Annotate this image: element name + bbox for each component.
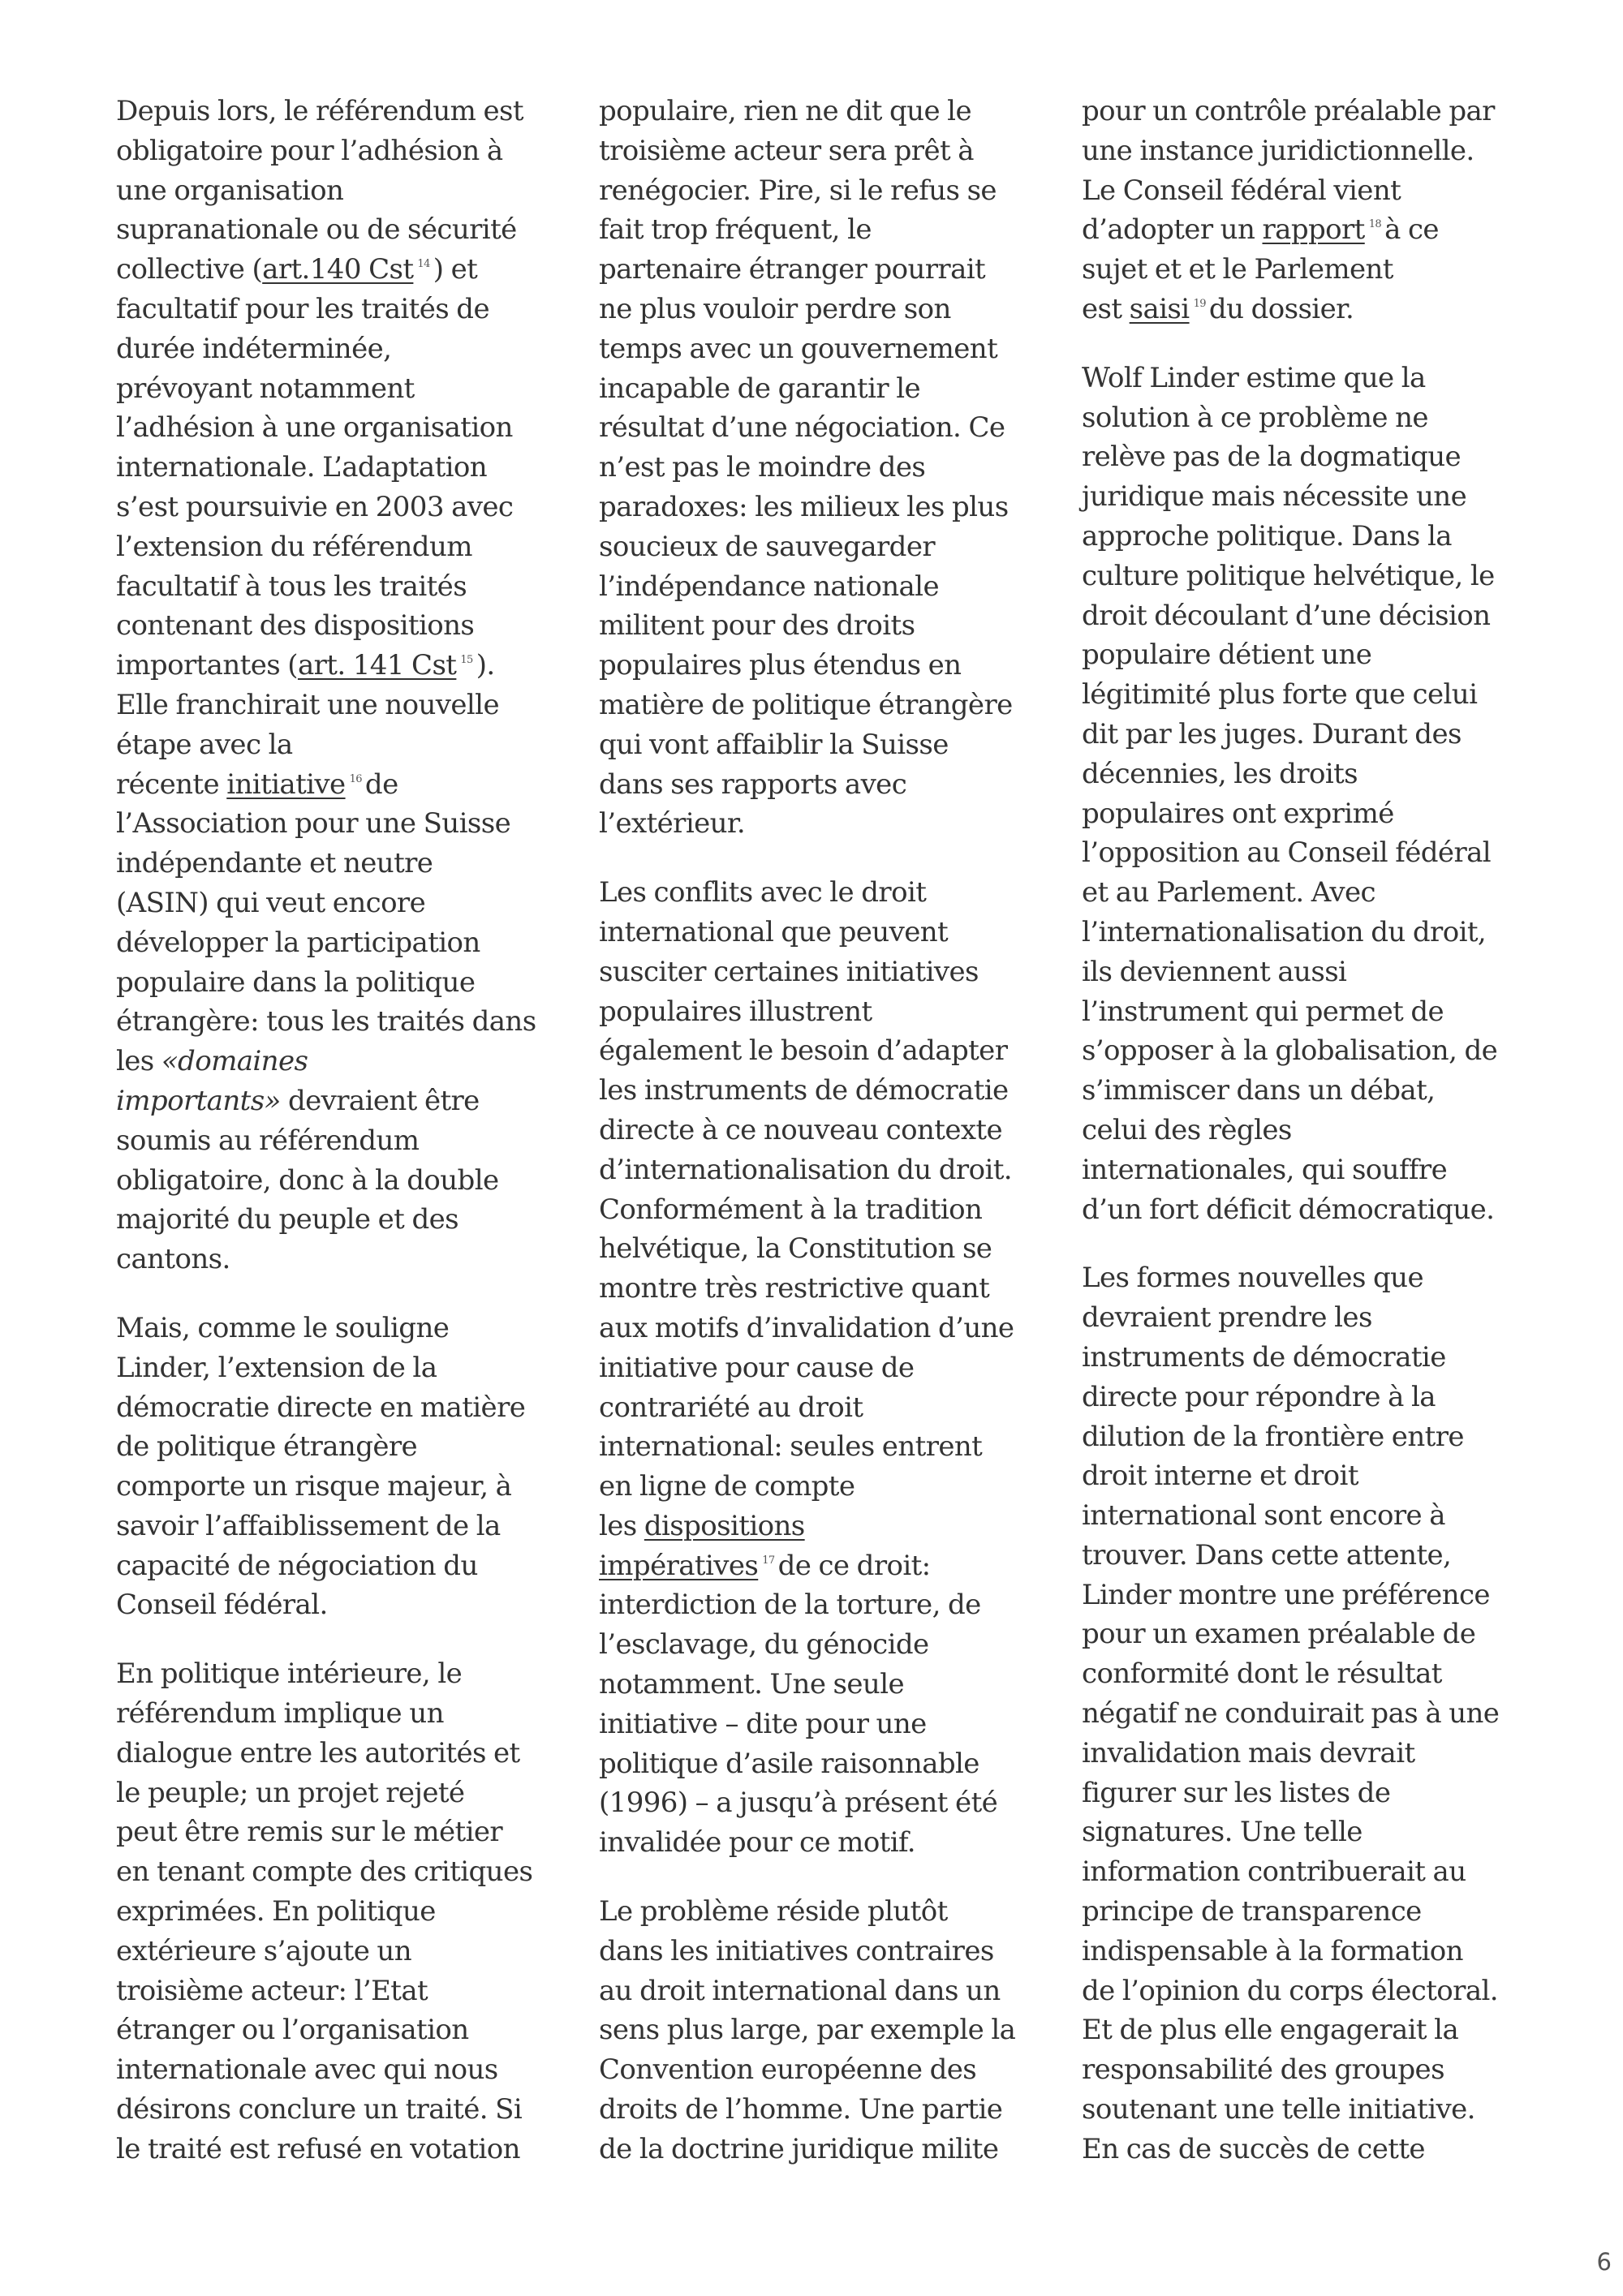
text-line: international que peuvent (599, 915, 949, 948)
text-line: majorité du peuple et des (116, 1203, 458, 1236)
text-line: décennies, les droits (1082, 757, 1358, 790)
text-line: Le problème réside plutôt (599, 1895, 948, 1928)
text-line: internationale avec qui nous (116, 2053, 498, 2087)
text-line: savoir l’affaiblissement de la (116, 1509, 501, 1542)
text-line: facultatif à tous les traités (116, 570, 467, 603)
text-line: le traité est refusé en votation (116, 2132, 520, 2165)
link-art-140-cst[interactable]: art.140 Cst (262, 253, 414, 286)
text-line: qui vont affaiblir la Suisse (599, 728, 949, 761)
text-line: facultatif pour les traités de (116, 292, 489, 325)
text-line: conformité dont le résultat (1082, 1658, 1442, 1691)
italic-text: importants» (116, 1084, 281, 1117)
text-line: populaire dans la politique (116, 965, 476, 999)
footnote-marker[interactable]: 19 (1193, 297, 1206, 310)
footnote-marker[interactable]: 15 (460, 654, 473, 667)
text-fragment: récente (116, 767, 227, 801)
text-line: information contribuerait au (1082, 1855, 1466, 1889)
text-line: relève pas de la dogmatique (1082, 441, 1462, 474)
text-line: troisième acteur: l’Etat (116, 1974, 428, 2007)
text-line: directe à ce nouveau contexte (599, 1113, 1003, 1146)
text-line: aux motifs d’invalidation d’une (599, 1311, 1014, 1344)
link-initiative[interactable]: initiative (226, 767, 346, 801)
text-line: d’internationalisation du droit. (599, 1153, 1013, 1186)
text-line: l’Association pour une Suisse (116, 807, 511, 841)
text-fragment: les (116, 1045, 161, 1078)
text-line: militent pour des droits (599, 609, 915, 643)
text-line: Elle franchirait une nouvelle (116, 688, 499, 721)
text-line: populaires illustrent (599, 995, 872, 1028)
text-line: directe pour répondre à la (1082, 1380, 1436, 1413)
text-line: politique d’asile raisonnable (599, 1747, 979, 1780)
text-line: l’internationalisation du droit, (1082, 915, 1487, 948)
text-line: légitimité plus forte que celui (1082, 678, 1478, 712)
paragraph (1082, 1258, 1536, 2169)
text-line: une instance juridictionnelle. (1082, 134, 1474, 167)
text-line: Linder montre une préférence (1082, 1578, 1490, 1611)
link-art-141-cst[interactable]: art. 141 Cst (297, 649, 457, 682)
text-line: de la doctrine juridique milite (599, 2132, 999, 2165)
page-number: 6 (1596, 2248, 1612, 2276)
text-line: durée indéterminée, (116, 332, 392, 365)
text-line: droit découlant d’une décision (1082, 599, 1491, 632)
text-line (116, 250, 570, 290)
text-line: sujet et et le Parlement (1082, 253, 1393, 286)
text-line: étrangère: tous les traités dans (116, 1005, 536, 1038)
text-line: international sont encore à (1082, 1499, 1445, 1533)
text-line: indispensable à la formation (1082, 1934, 1463, 1967)
text-line: fait trop fréquent, le (599, 213, 872, 247)
text-line: étranger ou l’organisation (116, 2014, 469, 2047)
text-line: approche politique. Dans la (1082, 519, 1452, 553)
text-line: initiative pour cause de (599, 1351, 915, 1384)
text-line: celui des règles (1082, 1113, 1292, 1146)
text-line: initiative – dite pour une (599, 1707, 927, 1740)
text-line: exprimées. En politique (116, 1895, 436, 1928)
text-line: dilution de la frontière entre (1082, 1420, 1464, 1453)
text-line: Conformément à la tradition (599, 1193, 983, 1226)
text-fragment: de (364, 767, 398, 801)
text-line: Les formes nouvelles que (1082, 1262, 1423, 1295)
text-line: et au Parlement. Avec (1082, 876, 1375, 909)
text-line: international: seules entrent (599, 1430, 983, 1464)
text-fragment: les (599, 1509, 644, 1542)
text-line: dans ses rapports avec (599, 767, 907, 801)
text-line: En cas de succès de cette (1082, 2132, 1425, 2165)
text-line: principe de transparence (1082, 1895, 1422, 1928)
text-line: trouver. Dans cette attente, (1082, 1538, 1452, 1572)
text-line: prévoyant notamment (116, 372, 415, 405)
text-line: populaires ont exprimé (1082, 797, 1394, 830)
text-line (116, 646, 570, 686)
text-fragment: à ce (1384, 213, 1439, 247)
text-line: Convention européenne des (599, 2053, 977, 2087)
text-line: paradoxes: les milieux les plus (599, 490, 1009, 523)
text-line: l’indépendance nationale (599, 570, 939, 603)
text-line: d’un fort déficit démocratique. (1082, 1193, 1495, 1226)
text-line: invalidée pour ce motif. (599, 1826, 916, 1860)
text-line: helvétique, la Constitution se (599, 1232, 992, 1266)
text-fragment: d’adopter un (1082, 213, 1263, 247)
text-line: devraient prendre les (1082, 1301, 1372, 1335)
text-line: droits de l’homme. Une partie (599, 2093, 1003, 2126)
text-line: matière de politique étrangère (599, 688, 1013, 721)
text-line: instruments de démocratie (1082, 1340, 1446, 1374)
paragraph (116, 1309, 570, 1625)
text-line (599, 1546, 1053, 1586)
text-line: Depuis lors, le référendum est (116, 95, 523, 127)
text-line: de politique étrangère (116, 1430, 418, 1464)
text-line (116, 1042, 570, 1081)
text-line: susciter certaines initiatives (599, 955, 979, 988)
text-line: Et de plus elle engagerait la (1082, 2014, 1459, 2047)
text-line: en ligne de compte (599, 1470, 855, 1503)
text-line: populaires plus étendus en (599, 649, 962, 682)
text-line: figurer sur les listes de (1082, 1776, 1391, 1809)
link-rapport[interactable]: rapport (1262, 213, 1365, 247)
footnote-marker[interactable]: 17 (762, 1554, 775, 1567)
paragraph (1082, 92, 1536, 329)
text-line: temps avec un gouvernement (599, 332, 998, 365)
text-line: dialogue entre les autorités et (116, 1736, 520, 1769)
text-line: désirons conclure un traité. Si (116, 2093, 523, 2126)
text-line: ne plus vouloir perdre son (599, 292, 951, 325)
text-line: résultat d’une négociation. Ce (599, 411, 1005, 445)
text-line: soumis au référendum (116, 1124, 420, 1157)
text-line: soucieux de sauvegarder (599, 530, 935, 563)
text-fragment: ). (476, 649, 495, 682)
text-line: l’extérieur. (599, 807, 746, 841)
text-line: une organisation (116, 174, 344, 207)
text-line: s’opposer à la globalisation, de (1082, 1034, 1498, 1068)
text-line: cantons. (116, 1243, 230, 1276)
text-line: s’immiscer dans un débat, (1082, 1074, 1436, 1107)
text-line: Conseil fédéral. (116, 1589, 328, 1622)
text-line: pour un contrôle préalable par (1082, 95, 1495, 127)
text-line: l’instrument qui permet de (1082, 995, 1444, 1028)
text-column-1 (116, 92, 570, 2199)
text-line: Linder, l’extension de la (116, 1351, 437, 1384)
text-line: capacité de négociation du (116, 1549, 478, 1582)
text-line: l’adhésion à une organisation (116, 411, 513, 445)
text-fragment: devraient être (280, 1084, 480, 1117)
text-column-2 (599, 92, 1053, 2199)
text-line: populaire détient une (1082, 638, 1372, 672)
text-line: solution à ce problème ne (1082, 401, 1428, 434)
text-line: extérieure s’ajoute un (116, 1934, 412, 1967)
text-line: ils deviennent aussi (1082, 955, 1347, 988)
link-dispositions-imperatives[interactable]: dispositions (644, 1509, 805, 1542)
paragraph (599, 1892, 1053, 2169)
text-line: renégocier. Pire, si le refus se (599, 174, 997, 207)
text-fragment: est (1082, 292, 1130, 325)
text-line: le peuple; un projet rejeté (116, 1776, 465, 1809)
footnote-marker[interactable]: 14 (417, 258, 430, 271)
text-fragment: ) et (433, 253, 478, 286)
footnote-marker[interactable]: 18 (1368, 218, 1382, 231)
text-line (116, 1081, 570, 1121)
text-line: de l’opinion du corps électoral. (1082, 1974, 1498, 2007)
text-line: incapable de garantir le (599, 372, 921, 405)
text-line: juridique mais nécessite une (1082, 480, 1467, 514)
text-line: supranationale ou de sécurité (116, 213, 517, 247)
text-fragment: collective ( (116, 253, 263, 286)
text-line: dans les initiatives contraires (599, 1934, 994, 1967)
text-line: l’extension du référendum (116, 530, 472, 563)
text-line: internationale. L’adaptation (116, 451, 488, 484)
text-line: étape avec la (116, 728, 293, 761)
text-line: peut être remis sur le métier (116, 1816, 503, 1849)
paragraph (116, 1654, 570, 2169)
text-line: indépendante et neutre (116, 847, 433, 880)
text-fragment: du dossier. (1208, 292, 1354, 325)
text-line: partenaire étranger pourrait (599, 253, 986, 286)
text-line: pour un examen préalable de (1082, 1618, 1476, 1651)
text-line: En politique intérieure, le (116, 1658, 463, 1691)
text-line: responsabilité des groupes (1082, 2053, 1444, 2087)
text-line: l’opposition au Conseil fédéral (1082, 836, 1492, 870)
text-line: contrariété au droit (599, 1391, 863, 1424)
text-line: sens plus large, par exemple la (599, 2014, 1016, 2047)
link-saisi[interactable]: saisi (1129, 292, 1190, 325)
text-line: (ASIN) qui veut encore (116, 886, 426, 919)
text-line: développer la participation (116, 926, 480, 959)
text-line: l’esclavage, du génocide (599, 1628, 929, 1662)
text-line: Mais, comme le souligne (116, 1311, 450, 1344)
text-line: contenant des dispositions (116, 609, 475, 643)
text-line: comporte un risque majeur, à (116, 1470, 512, 1503)
paragraph (599, 92, 1053, 844)
text-line: Le Conseil fédéral vient (1082, 174, 1401, 207)
text-line: notamment. Une seule (599, 1668, 905, 1701)
text-line (1082, 290, 1536, 329)
text-line: n’est pas le moindre des (599, 451, 926, 484)
text-line: montre très restrictive quant (599, 1272, 990, 1305)
text-line: dit par les juges. Durant des (1082, 717, 1462, 750)
text-line (116, 765, 570, 805)
paragraph (116, 92, 570, 1279)
text-line: interdiction de la torture, de (599, 1589, 981, 1622)
paragraph (599, 873, 1053, 1863)
text-line: culture politique helvétique, le (1082, 559, 1495, 592)
text-line: Les conflits avec le droit (599, 876, 927, 909)
text-line: internationales, qui souffre (1082, 1153, 1448, 1186)
text-line: populaire, rien ne dit que le (599, 95, 971, 127)
text-line: référendum implique un (116, 1697, 444, 1731)
text-line: invalidation mais devrait (1082, 1736, 1415, 1769)
text-fragment: de ce droit: (777, 1549, 931, 1582)
text-line (1082, 210, 1536, 250)
text-line: droit interne et droit (1082, 1460, 1358, 1493)
text-line: soutenant une telle initiative. (1082, 2093, 1475, 2126)
text-line: également le besoin d’adapter (599, 1034, 1008, 1068)
text-line: en tenant compte des critiques (116, 1855, 533, 1889)
text-line (599, 1507, 1053, 1546)
text-fragment: importantes ( (116, 649, 298, 682)
link-dispositions-imperatives[interactable]: impératives (599, 1549, 759, 1582)
text-line: obligatoire pour l’adhésion à (116, 134, 503, 167)
text-line: au droit international dans un (599, 1974, 1001, 2007)
text-line: Wolf Linder estime que la (1082, 361, 1426, 394)
italic-text: «domaines (161, 1045, 308, 1078)
text-line: obligatoire, donc à la double (116, 1163, 499, 1197)
paragraph (1082, 359, 1536, 1230)
text-column-3 (1082, 92, 1536, 2199)
text-line: (1996) – a jusqu’à présent été (599, 1786, 998, 1820)
footnote-marker[interactable]: 16 (349, 772, 362, 785)
text-line: négatif ne conduirait pas à une (1082, 1697, 1500, 1731)
text-line: les instruments de démocratie (599, 1074, 1009, 1107)
text-line: s’est poursuivie en 2003 avec (116, 490, 514, 523)
text-line: signatures. Une telle (1082, 1816, 1363, 1849)
text-line: troisième acteur sera prêt à (599, 134, 974, 167)
text-line: démocratie directe en matière (116, 1391, 526, 1424)
